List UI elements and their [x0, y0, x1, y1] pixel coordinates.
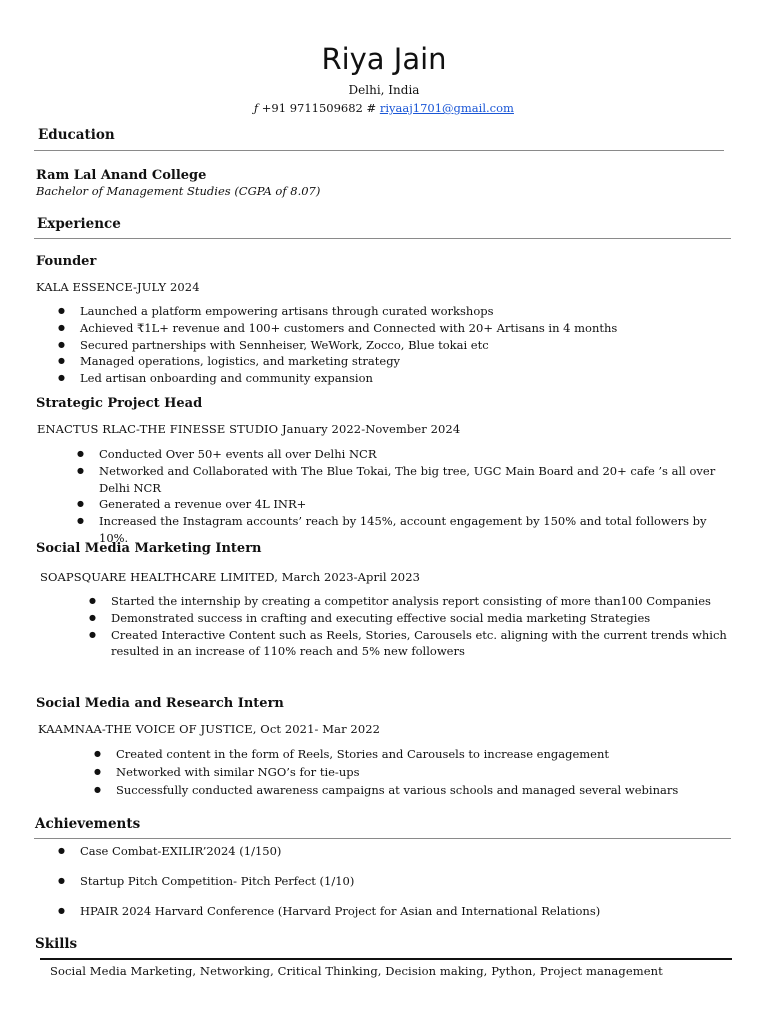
- job-org: KAAMNAA-THE VOICE OF JUSTICE, Oct 2021- Mar 2022: [38, 722, 381, 736]
- phone-number: +91 9711509682: [261, 101, 363, 115]
- degree-text: Bachelor of Management Studies (CGPA of 8.07): [36, 184, 321, 198]
- job-bullets: [116, 746, 731, 798]
- bullet-item: ● Conducted Over 50+ events all over Delhi NCR: [99, 446, 739, 463]
- section-divider: [40, 958, 732, 960]
- bullet-item: ● Increased the Instagram accounts’ reach by 145%, account engagement by 150% and total followers by 10%.: [99, 513, 739, 547]
- bullet-item: ● Successfully conducted awareness campaigns at various schools and managed several webinars: [116, 782, 731, 799]
- section-divider: [34, 150, 724, 151]
- achievement-list: [80, 843, 740, 919]
- skills-text: Social Media Marketing, Networking, Critical Thinking, Decision making, Python, Project management: [50, 964, 663, 978]
- school-name: Ram Lal Anand College: [36, 168, 207, 183]
- bullet-item: ● Created content in the form of Reels, Stories and Carousels to increase engagement: [116, 746, 731, 763]
- section-title-achievements: Achievements: [35, 816, 141, 832]
- bullet-item: ● Networked with similar NGO’s for tie-ups: [116, 764, 731, 781]
- job-role: Social Media and Research Intern: [36, 696, 284, 711]
- section-divider: [34, 838, 731, 839]
- phone-icon: ƒ: [254, 102, 259, 115]
- section-title-skills: Skills: [35, 936, 78, 952]
- achievement-item: ● Case Combat-EXILIR’2024 (1/150): [80, 843, 740, 860]
- job-bullets: [99, 446, 739, 547]
- job-role: Social Media Marketing Intern: [36, 541, 262, 556]
- job-org: ENACTUS RLAC-THE FINESSE STUDIO January 2022-November 2024: [37, 422, 461, 436]
- section-title-education: Education: [38, 127, 115, 143]
- section-divider: [34, 238, 731, 239]
- bullet-item: ● Started the internship by creating a competitor analysis report consisting of more than100 Companies: [111, 593, 731, 610]
- job-bullets: [80, 303, 740, 387]
- bullet-item: ● Demonstrated success in crafting and executing effective social media marketing Strategies: [111, 610, 731, 627]
- bullet-item: ● Managed operations, logistics, and marketing strategy: [80, 353, 740, 370]
- bullet-item: ● Generated a revenue over 4L INR+: [99, 496, 739, 513]
- bullet-item: ● Secured partnerships with Sennheiser, WeWork, Zocco, Blue tokai etc: [80, 337, 740, 354]
- email-link[interactable]: riyaaj1701@gmail.com: [379, 101, 514, 115]
- section-title-experience: Experience: [37, 216, 121, 232]
- achievement-item: ● Startup Pitch Competition- Pitch Perfect (1/10): [80, 873, 740, 890]
- bullet-item: ● Networked and Collaborated with The Blue Tokai, The big tree, UGC Main Board and 20+ cafe ’s all over Delhi NCR: [99, 463, 739, 497]
- bullet-item: ● Launched a platform empowering artisans through curated workshops: [80, 303, 740, 320]
- job-org: KALA ESSENCE-JULY 2024: [36, 280, 200, 294]
- achievement-item: ● HPAIR 2024 Harvard Conference (Harvard Project for Asian and International Relations): [80, 903, 740, 920]
- job-role: Founder: [36, 254, 97, 269]
- location-text: Delhi, India: [348, 83, 420, 97]
- job-bullets: [111, 593, 731, 660]
- contact-separator: #: [366, 101, 377, 115]
- bullet-item: ● Created Interactive Content such as Reels, Stories, Carousels etc. aligning with the current trends which resulted in an increase of 110% reach and 5% new followers: [111, 627, 731, 661]
- candidate-name: Riya Jain: [321, 42, 447, 76]
- contact-line: [0, 101, 768, 115]
- job-org: SOAPSQUARE HEALTHCARE LIMITED, March 2023-April 2023: [40, 570, 421, 584]
- bullet-item: ● Led artisan onboarding and community expansion: [80, 370, 740, 387]
- job-role: Strategic Project Head: [36, 396, 203, 411]
- bullet-item: ● Achieved ₹1L+ revenue and 100+ customers and Connected with 20+ Artisans in 4 months: [80, 320, 740, 337]
